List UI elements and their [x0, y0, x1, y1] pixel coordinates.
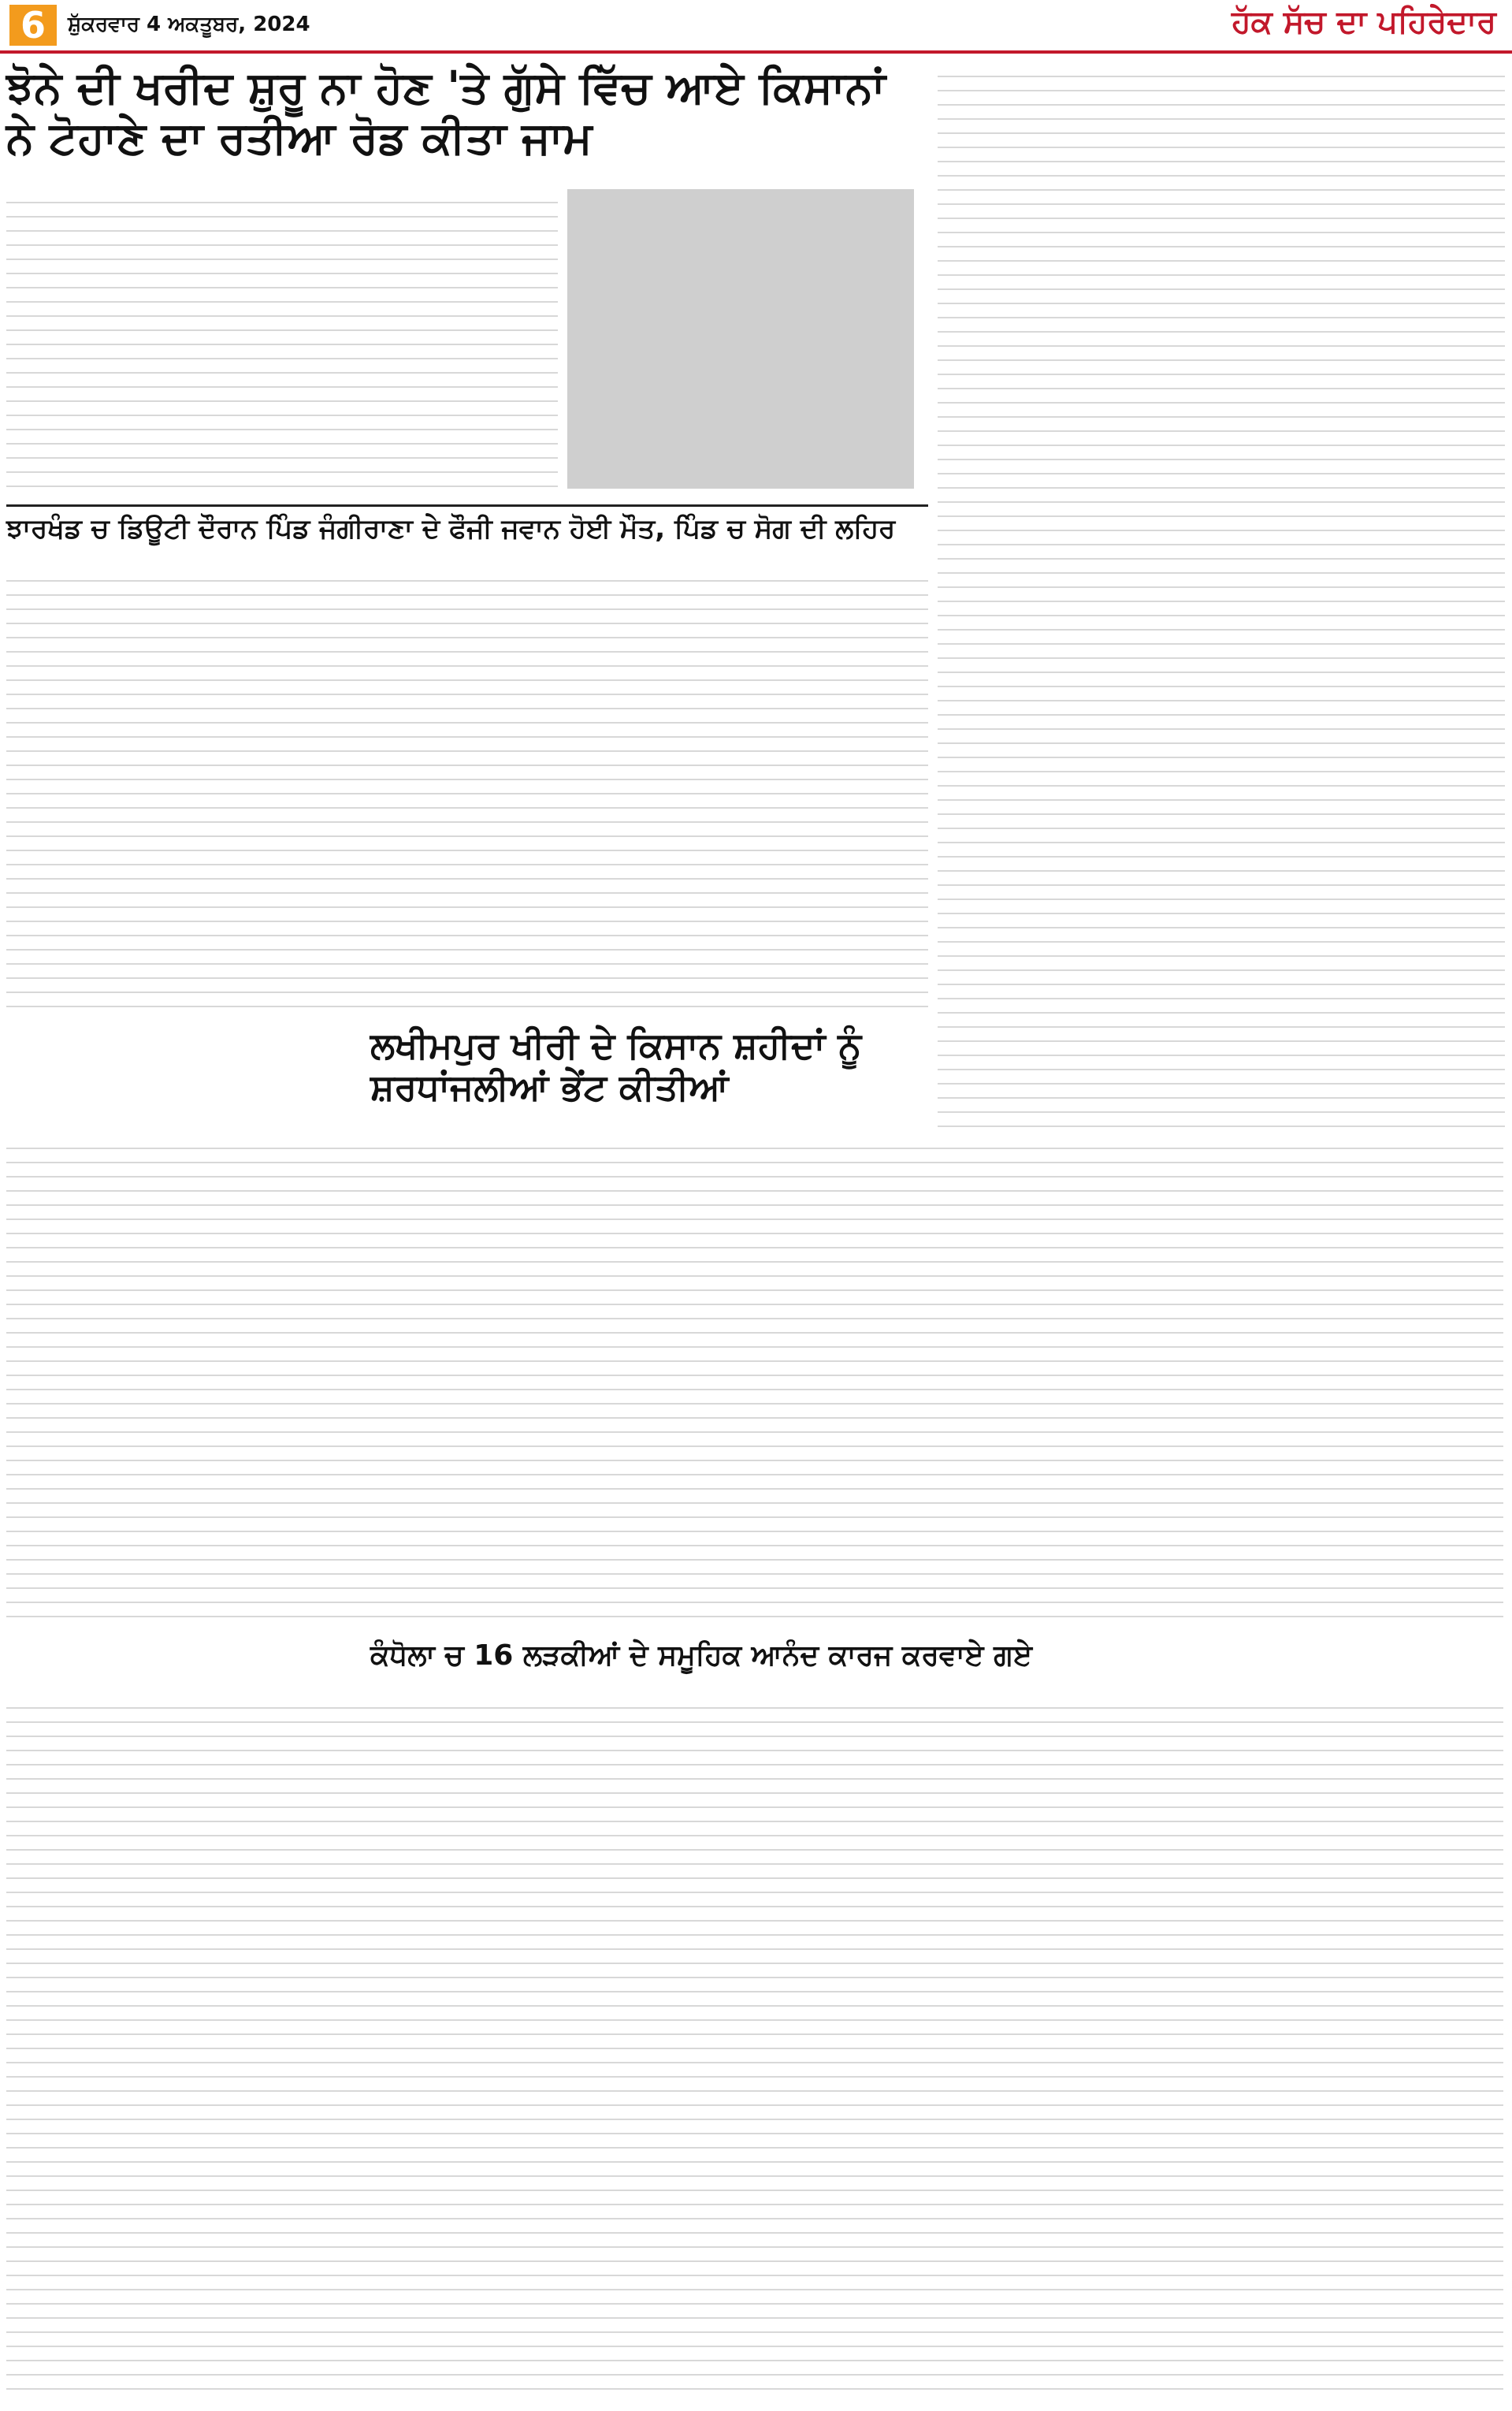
issue-date: ਸ਼ੁੱਕਰਵਾਰ 4 ਅਕਤੂਬਰ, 2024 [68, 13, 310, 36]
paper-brand: ਹੱਕ ਸੱਚ ਦਾ ਪਹਿਰੇਦਾਰ [1232, 3, 1496, 40]
right-column-text [938, 63, 1505, 1127]
article-1-text [6, 189, 558, 489]
page-number: 6 [9, 5, 57, 46]
article-5-text [6, 1695, 1503, 2396]
headline-3: ਝਾਰਖੰਡ ਚ ਡਿਊਟੀ ਦੌਰਾਨ ਪਿੰਡ ਜੰਗੀਰਾਣਾ ਦੇ ਫੌਜੀ ਜਵਾਨ ਹੋਈ ਮੌਤ, ਪਿੰਡ ਚ ਸੋਗ ਦੀ ਲਹਿਰ [6, 513, 896, 545]
headline-1: ਝੋਨੇ ਦੀ ਖਰੀਦ ਸ਼ੁਰੂ ਨਾ ਹੋਣ 'ਤੇ ਗੁੱਸੇ ਵਿੱਚ ਆਏ ਕਿਸਾਨਾਂ ਨੇ ਟੋਹਾਣੇ ਦਾ ਰਤੀਆ ਰੋਡ ਕੀਤਾ ਜਾਮ [6, 62, 886, 165]
article-1-photo [567, 189, 914, 489]
article-4-text [6, 1135, 1503, 1624]
masthead [0, 0, 1512, 54]
headline-5: ਕੰਧੋਲਾ ਚ 16 ਲੜਕੀਆਂ ਦੇ ਸਮੂਹਿਕ ਆਨੰਦ ਕਾਰਜ ਕਰਵਾਏ ਗਏ [370, 1639, 1033, 1672]
headline-4: ਲਖੀਮਪੁਰ ਖੀਰੀ ਦੇ ਕਿਸਾਨ ਸ਼ਹੀਦਾਂ ਨੂੰ ਸ਼ਰਧਾਂਜਲੀਆਂ ਭੇਂਟ ਕੀਤੀਆਂ [370, 1024, 862, 1108]
article-3-text [6, 567, 928, 1009]
divider [6, 504, 928, 507]
